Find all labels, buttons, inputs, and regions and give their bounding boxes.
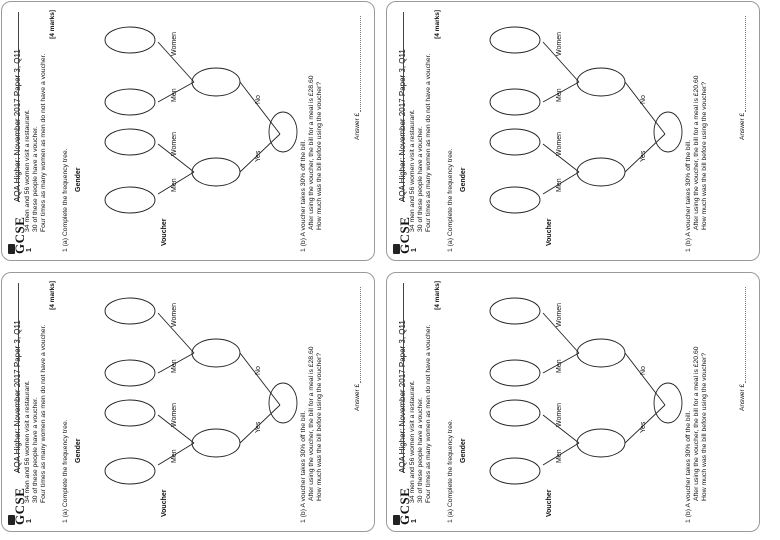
card-content <box>387 273 759 531</box>
branch-label-men: Men <box>556 449 563 463</box>
frequency-tree <box>70 281 298 523</box>
frequency-box-no-men[interactable] <box>105 89 155 115</box>
branch-line <box>625 353 665 405</box>
branch-label-women: Women <box>171 403 178 427</box>
worksheet-card-2 <box>386 1 760 261</box>
branch-label-women: Women <box>556 403 563 427</box>
frequency-box-no-women[interactable] <box>490 298 540 324</box>
part-b-line: After using the voucher, the bill for a meal is £28.60 <box>308 75 315 230</box>
frequency-box-no[interactable] <box>192 339 240 367</box>
frequency-box-yes-women[interactable] <box>105 129 155 155</box>
card-content <box>2 2 374 260</box>
frequency-box-no-men[interactable] <box>490 89 540 115</box>
frequency-box-no[interactable] <box>577 339 625 367</box>
part-b-text <box>300 12 324 252</box>
question-line: Four times as many women as men do not have a voucher. <box>40 324 47 503</box>
frequency-tree <box>455 281 683 523</box>
paper-header: AQA Higher: November 2017 Paper 3, Q11 <box>13 320 22 473</box>
question-text <box>24 288 48 503</box>
header-rule <box>18 283 19 473</box>
frequency-box-yes-women[interactable] <box>490 129 540 155</box>
part-b-line: How much was the bill before using the voucher? <box>316 81 323 230</box>
header-rule <box>18 12 19 202</box>
frequency-box-yes[interactable] <box>577 429 625 457</box>
part-b-line: How much was the bill before using the voucher? <box>316 352 323 501</box>
gender-heading: Gender <box>460 438 467 463</box>
part-a-prompt: 1 (a) Complete the frequency tree. <box>447 148 454 252</box>
frequency-box-yes-women[interactable] <box>105 400 155 426</box>
branch-label-men: Men <box>171 449 178 463</box>
branch-label-women: Women <box>171 132 178 156</box>
gender-heading: Gender <box>460 167 467 192</box>
voucher-heading: Voucher <box>546 218 553 246</box>
part-b-line: 1 (b) A voucher takes 30% off the bill. <box>685 410 692 523</box>
part-b-line: After using the voucher, the bill for a meal is £20.60 <box>693 75 700 230</box>
gender-heading: Gender <box>75 438 82 463</box>
question-line: 30 of these people have a voucher. <box>417 126 424 232</box>
frequency-box-yes-men[interactable] <box>105 458 155 484</box>
question-number: 1 <box>26 519 33 523</box>
part-a-prompt: 1 (a) Complete the frequency tree. <box>62 148 69 252</box>
frequency-box-yes[interactable] <box>192 429 240 457</box>
branch-label-no: No <box>255 366 262 375</box>
answer-line[interactable] <box>360 287 361 383</box>
voucher-heading: Voucher <box>546 489 553 517</box>
frequency-box-total[interactable] <box>269 112 297 152</box>
frequency-box-no-men[interactable] <box>490 360 540 386</box>
frequency-box-total[interactable] <box>269 383 297 423</box>
part-b-line: How much was the bill before using the voucher? <box>701 352 708 501</box>
worksheet-card-3 <box>1 272 375 532</box>
branch-label-women: Women <box>556 303 563 327</box>
question-text <box>24 17 48 232</box>
card-content <box>387 2 759 260</box>
question-line: 30 of these people have a voucher. <box>32 126 39 232</box>
answer-label: Answer £ <box>354 383 361 411</box>
branch-label-women: Women <box>556 132 563 156</box>
part-b-text <box>685 12 709 252</box>
paper-header: AQA Higher: November 2017 Paper 3, Q11 <box>398 49 407 202</box>
frequency-box-no[interactable] <box>577 68 625 96</box>
question-line: Four times as many women as men do not have a voucher. <box>425 324 432 503</box>
answer-label: Answer £ <box>739 112 746 140</box>
paper-header: AQA Higher: November 2017 Paper 3, Q11 <box>398 320 407 473</box>
branch-label-women: Women <box>556 32 563 56</box>
frequency-box-yes[interactable] <box>577 158 625 186</box>
exam-label: GCSE <box>397 487 412 525</box>
branch-label-no: No <box>255 95 262 104</box>
part-a-prompt: 1 (a) Complete the frequency tree. <box>447 419 454 523</box>
header-rule <box>403 12 404 202</box>
part-a-prompt: 1 (a) Complete the frequency tree. <box>62 419 69 523</box>
exam-label: GCSE <box>12 216 27 254</box>
question-line: 34 men and 56 women visit a restaurant. <box>24 380 31 503</box>
question-text <box>409 17 433 232</box>
branch-label-women: Women <box>171 32 178 56</box>
frequency-box-yes-men[interactable] <box>490 458 540 484</box>
branch-label-yes: Yes <box>255 421 262 433</box>
exam-label: GCSE <box>12 487 27 525</box>
question-line: 34 men and 56 women visit a restaurant. <box>409 109 416 232</box>
part-b-line: 1 (b) A voucher takes 30% off the bill. <box>300 139 307 252</box>
answer-label: Answer £ <box>739 383 746 411</box>
exam-label: GCSE <box>397 216 412 254</box>
question-line: 30 of these people have a voucher. <box>32 397 39 503</box>
question-number: 1 <box>411 519 418 523</box>
worksheet-card-4 <box>386 272 760 532</box>
answer-line[interactable] <box>745 287 746 383</box>
voucher-heading: Voucher <box>161 218 168 246</box>
branch-label-men: Men <box>556 88 563 102</box>
frequency-box-total[interactable] <box>654 383 682 423</box>
frequency-box-no-men[interactable] <box>105 360 155 386</box>
part-b-line: 1 (b) A voucher takes 30% off the bill. <box>300 410 307 523</box>
frequency-box-total[interactable] <box>654 112 682 152</box>
branch-label-men: Men <box>556 359 563 373</box>
part-b-text <box>685 283 709 523</box>
frequency-box-no[interactable] <box>192 68 240 96</box>
frequency-box-no-women[interactable] <box>490 27 540 53</box>
frequency-box-yes-men[interactable] <box>490 187 540 213</box>
marks-label: [4 marks] <box>49 10 56 39</box>
question-line: 34 men and 56 women visit a restaurant. <box>24 109 31 232</box>
part-b-line: How much was the bill before using the voucher? <box>701 81 708 230</box>
branch-line <box>240 82 280 134</box>
worksheet-card-1 <box>1 1 375 261</box>
marks-label: [4 marks] <box>49 281 56 310</box>
header-rule <box>403 283 404 473</box>
question-line: Four times as many women as men do not have a voucher. <box>425 53 432 232</box>
branch-label-yes: Yes <box>255 150 262 162</box>
paper-header: AQA Higher: November 2017 Paper 3, Q11 <box>13 49 22 202</box>
question-number: 1 <box>411 248 418 252</box>
frequency-box-yes-men[interactable] <box>105 187 155 213</box>
frequency-box-no-women[interactable] <box>105 27 155 53</box>
gender-heading: Gender <box>75 167 82 192</box>
branch-label-yes: Yes <box>640 421 647 433</box>
question-number: 1 <box>26 248 33 252</box>
branch-line <box>625 82 665 134</box>
part-b-line: 1 (b) A voucher takes 30% off the bill. <box>685 139 692 252</box>
frequency-box-yes[interactable] <box>192 158 240 186</box>
answer-label: Answer £ <box>354 112 361 140</box>
branch-label-yes: Yes <box>640 150 647 162</box>
frequency-tree <box>70 10 298 252</box>
voucher-heading: Voucher <box>161 489 168 517</box>
branch-label-women: Women <box>171 303 178 327</box>
answer-line[interactable] <box>745 16 746 112</box>
branch-label-men: Men <box>171 88 178 102</box>
card-content <box>2 273 374 531</box>
part-b-text <box>300 283 324 523</box>
part-b-line: After using the voucher, the bill for a meal is £28.60 <box>308 346 315 501</box>
branch-label-no: No <box>640 95 647 104</box>
answer-line[interactable] <box>360 16 361 112</box>
part-b-line: After using the voucher, the bill for a meal is £20.60 <box>693 346 700 501</box>
branch-line <box>240 353 280 405</box>
question-line: 34 men and 56 women visit a restaurant. <box>409 380 416 503</box>
frequency-box-no-women[interactable] <box>105 298 155 324</box>
branch-label-men: Men <box>171 359 178 373</box>
frequency-tree <box>455 10 683 252</box>
question-text <box>409 288 433 503</box>
marks-label: [4 marks] <box>434 281 441 310</box>
branch-label-men: Men <box>171 178 178 192</box>
frequency-box-yes-women[interactable] <box>490 400 540 426</box>
marks-label: [4 marks] <box>434 10 441 39</box>
branch-label-men: Men <box>556 178 563 192</box>
question-line: 30 of these people have a voucher. <box>417 397 424 503</box>
question-line: Four times as many women as men do not have a voucher. <box>40 53 47 232</box>
branch-label-no: No <box>640 366 647 375</box>
